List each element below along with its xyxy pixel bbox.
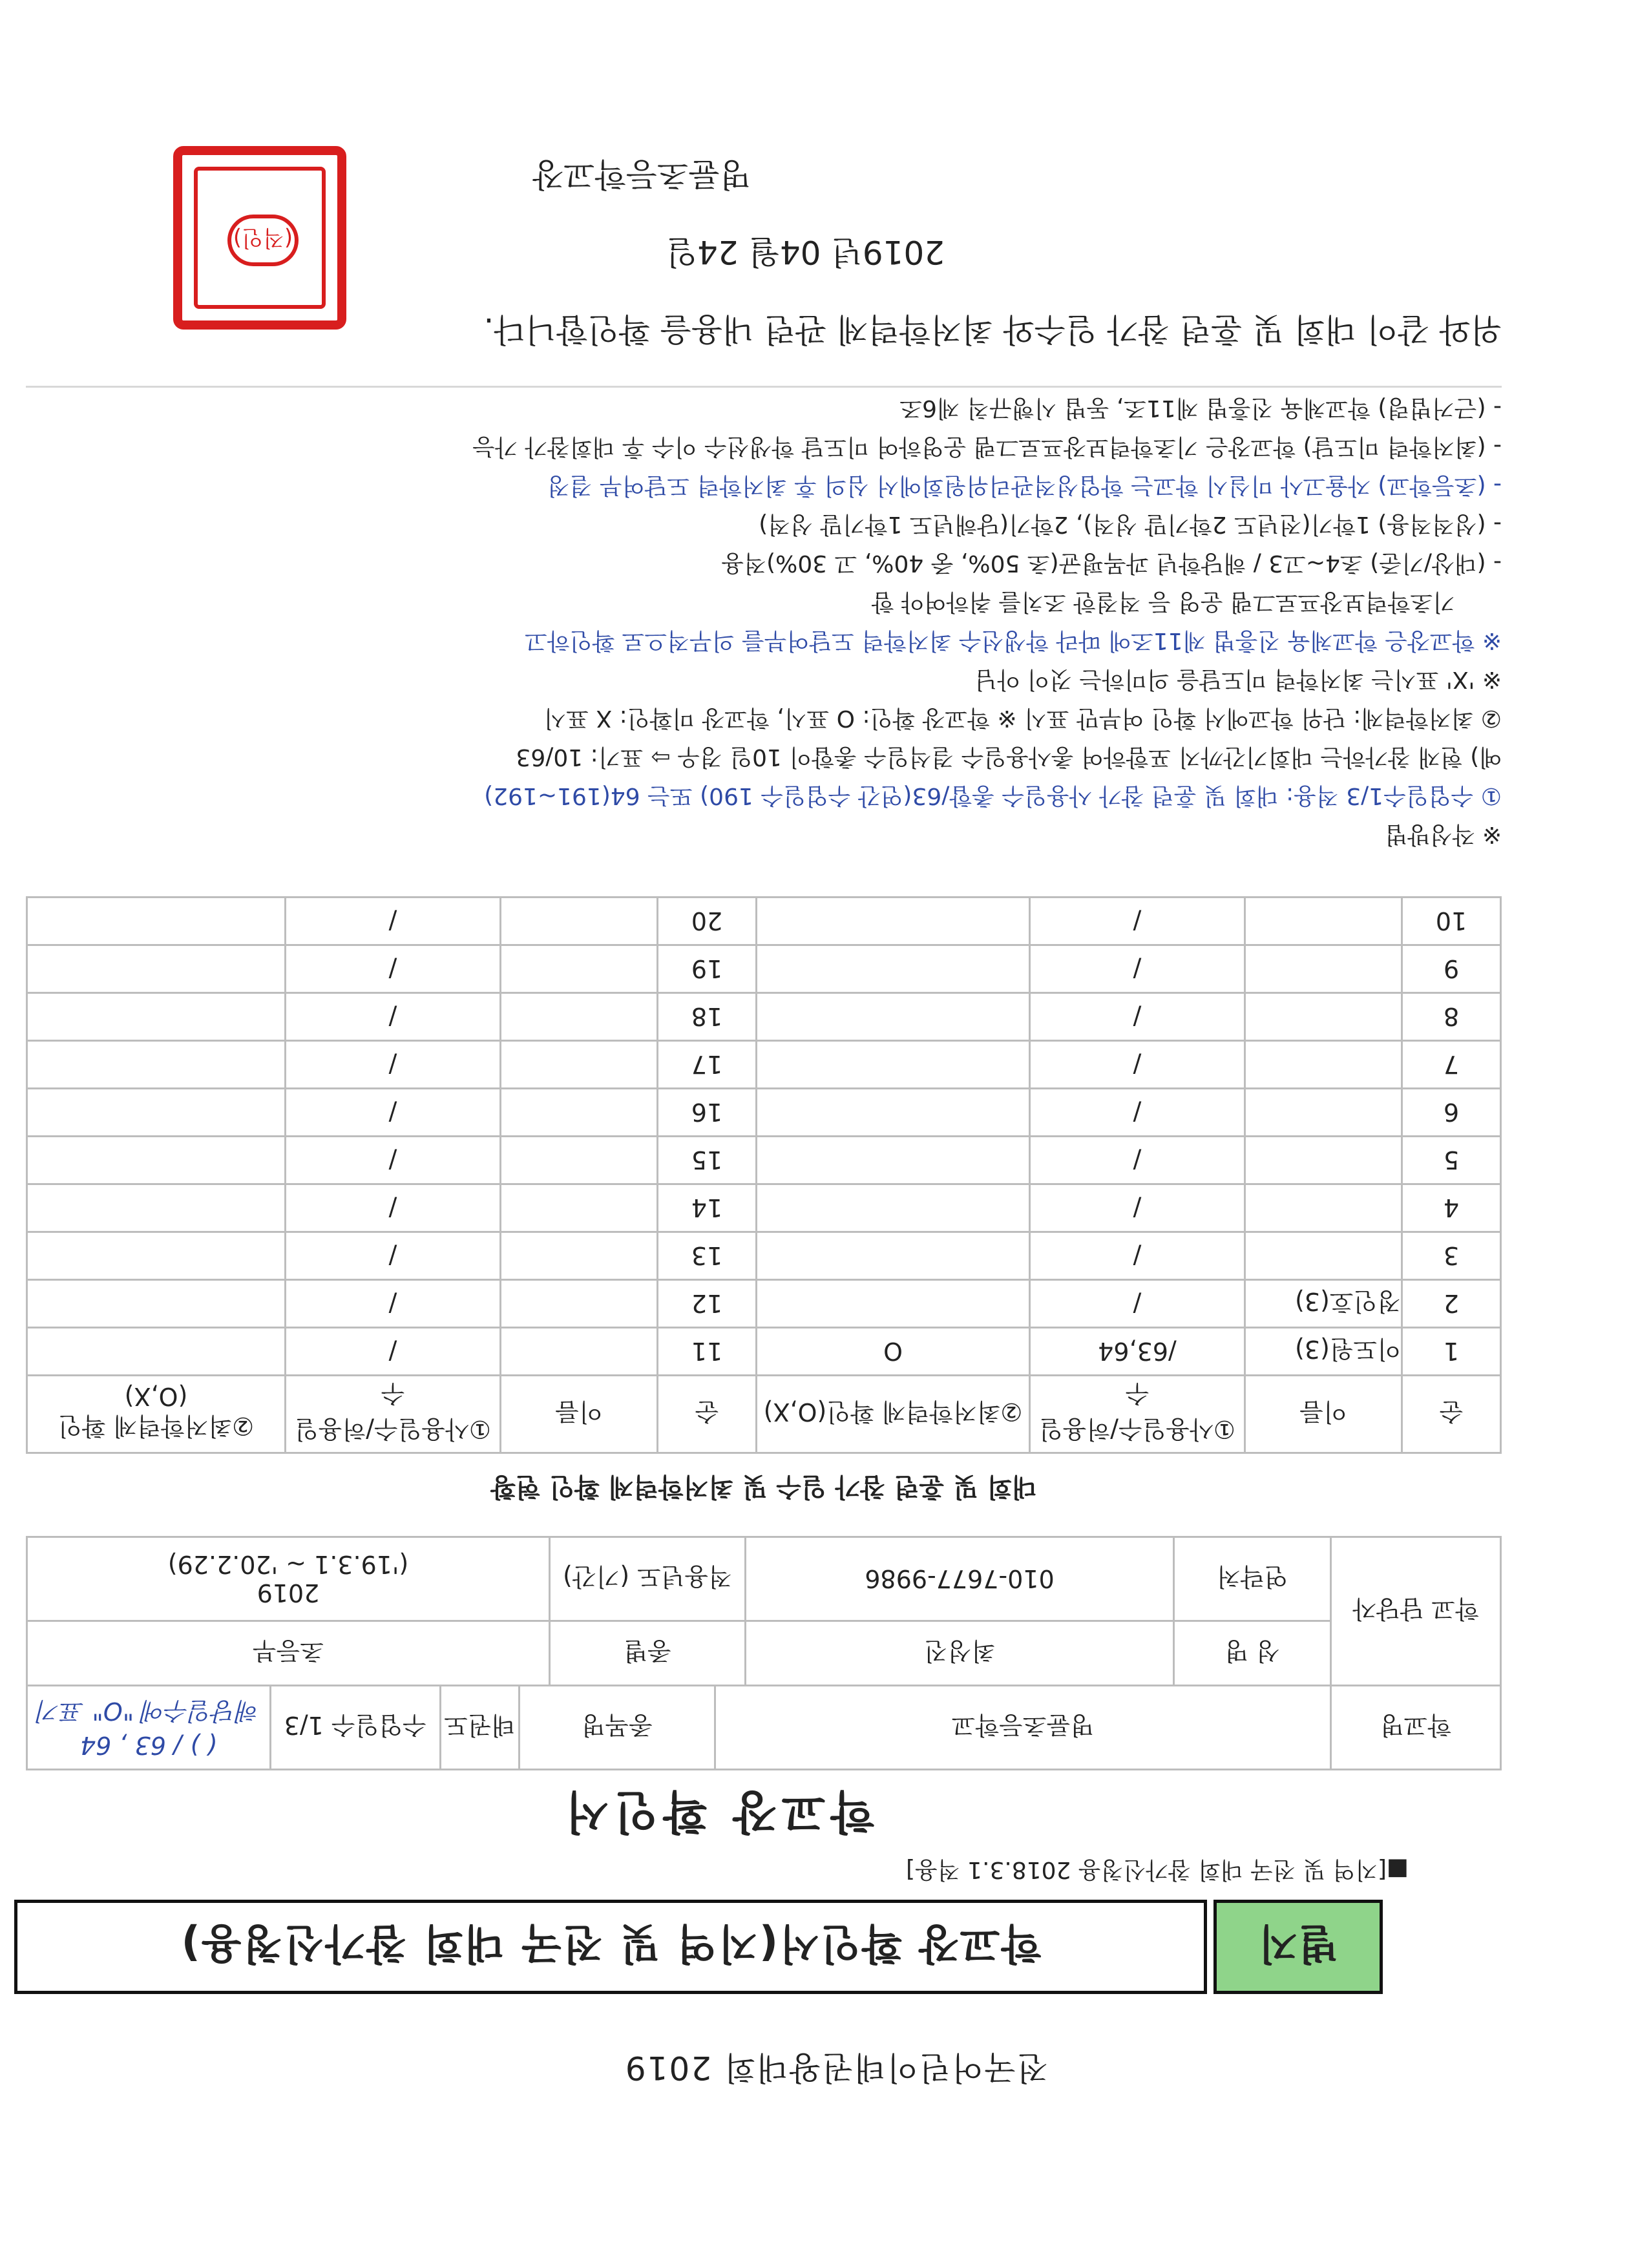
cell-check (757, 898, 1030, 945)
cell-check (757, 1137, 1030, 1184)
cell-no: 5 (1402, 1137, 1501, 1184)
table-row (27, 1328, 1501, 1376)
doc-title: 학교장 확인서 (560, 1785, 875, 1839)
table-row (27, 1232, 1501, 1280)
table-row (27, 1089, 1501, 1137)
event-value: 태권도 (440, 1686, 519, 1770)
cell-no: 16 (658, 1089, 757, 1137)
year-value: 2019 (257, 1579, 320, 1608)
cell-check (27, 1137, 286, 1184)
table-row (27, 1041, 1501, 1089)
cell-check (27, 1232, 286, 1280)
cell-check (27, 993, 286, 1041)
cell-days: / (1030, 1089, 1245, 1137)
phone-label: 연락처 (1174, 1537, 1331, 1621)
cell-name: 정인호(3) (1245, 1280, 1402, 1328)
note-7: - (대상/기준) 초4~고3 / 해당학년 과목평균(초 50%, 중 40%, 고 30%)적용 (721, 550, 1502, 576)
table-row (27, 1280, 1501, 1328)
form-note: ■[지역 및 전국 대회 참가신청용 2018.3.1 적용] (906, 1856, 1409, 1883)
cell-days: / (286, 945, 501, 993)
name-value: 최성진 (746, 1621, 1174, 1686)
table-row (27, 1137, 1501, 1184)
note-9: - (초등학교) 자율고사 미실시 학교는 학업성적관리위원회에서 심의 후 최저학력 도달여부 결정 (547, 472, 1502, 499)
note-1: ① 수업일수1/3 적용: 대회 및 훈련 참가 사용일수 총합/63(연간 수업일수 190) 또는 64(191~192) (484, 782, 1502, 809)
cell-check (757, 1232, 1030, 1280)
cell-no: 18 (658, 993, 757, 1041)
cell-no: 17 (658, 1041, 757, 1089)
contact-label: 학교 담당자 (1331, 1537, 1501, 1686)
cell-name (501, 1041, 658, 1089)
cell-no: 10 (1402, 898, 1501, 945)
cell-no: 6 (1402, 1089, 1501, 1137)
cell-name (501, 945, 658, 993)
year-label: 적용년도 (기간) (550, 1537, 746, 1621)
cell-check (757, 993, 1030, 1041)
cell-days: / (1030, 1184, 1245, 1232)
cell-check (27, 1041, 286, 1089)
school-value: 명륜초등학교 (715, 1686, 1330, 1770)
cell-no: 3 (1402, 1232, 1501, 1280)
school-label: 학교명 (1331, 1686, 1501, 1770)
cell-no: 20 (658, 898, 757, 945)
cell-no: 4 (1402, 1184, 1501, 1232)
cell-days: /63,64 (1030, 1328, 1245, 1376)
cell-days: / (1030, 1137, 1245, 1184)
cell-days: / (1030, 993, 1245, 1041)
note-11: - (근거법령) 학교체육 진흥법 제11조, 동법 시행규칙 제6조 (899, 395, 1502, 421)
col-days-right: ①사용일수/허용일수 (286, 1376, 501, 1453)
cell-check: O (757, 1328, 1030, 1376)
days-note: 해당일수에 "O" 표기 (36, 1697, 260, 1725)
table-row (27, 1184, 1501, 1232)
note-5: ※ 학교장은 학교체육 진흥법 제11조에 따라 학생선수 최저학력 도달여부를 의무적으로 확인하고 (525, 627, 1502, 654)
cell-name (501, 993, 658, 1041)
cell-check (27, 1089, 286, 1137)
col-name-left: 이름 (1245, 1376, 1402, 1453)
note-4: ※ 'X' 표시는 최저학력 미도달을 의미하는 것이 아님 (974, 666, 1502, 693)
cell-name (1245, 945, 1402, 993)
cell-days: / (1030, 1280, 1245, 1328)
principal-name: 명륜초등학교장 (532, 156, 751, 193)
job-value: 초등부 (27, 1621, 550, 1686)
name-label: 성 명 (1174, 1621, 1331, 1686)
table-row (27, 945, 1501, 993)
cell-days: / (286, 1280, 501, 1328)
note-8: - (성적적용) 1학기(전년도 2학기말 성적), 2학기(당해년도 1학기말 성적) (759, 511, 1502, 538)
table-caption: 대회 및 훈련 참가 일수 및 최저학력제 확인 현황 (490, 1472, 1037, 1502)
cell-check (27, 945, 286, 993)
days-cell (27, 1686, 271, 1770)
cell-days: / (1030, 945, 1245, 993)
table-row (27, 898, 1501, 945)
cell-name (501, 1280, 658, 1328)
event-title: 전국어린이태권왕대회 2019 (624, 2049, 1048, 2086)
col-no-right: 순 (658, 1376, 757, 1453)
cell-name (1245, 993, 1402, 1041)
cell-days: / (286, 1184, 501, 1232)
year-cell (27, 1537, 550, 1621)
cell-no: 11 (658, 1328, 757, 1376)
cell-check (27, 1184, 286, 1232)
col-no-left: 순 (1402, 1376, 1501, 1453)
cell-no: 19 (658, 945, 757, 993)
cell-check (757, 1280, 1030, 1328)
contact-table (26, 1536, 1502, 1686)
cell-name (1245, 1041, 1402, 1089)
cell-no: 7 (1402, 1041, 1501, 1089)
cell-check (757, 1089, 1030, 1137)
cell-check (757, 945, 1030, 993)
cell-name (501, 1137, 658, 1184)
cell-name (501, 1232, 658, 1280)
notes-heading: ※ 작성방법 (1385, 821, 1502, 848)
cell-no: 9 (1402, 945, 1501, 993)
job-label: 종별 (550, 1621, 746, 1686)
cell-no: 1 (1402, 1328, 1501, 1376)
cell-name (501, 1089, 658, 1137)
note-2: 예) 현재 참가하는 대회기간까지 포함하여 총사용일수 결석일수 총합이 10일 경우 ⇨ 표기: 10/63 (516, 744, 1502, 770)
cell-no: 8 (1402, 993, 1501, 1041)
issue-date: 2019년 04월 24일 (666, 233, 945, 271)
cell-check (27, 898, 286, 945)
official-seal (173, 146, 346, 330)
col-name-right: 이름 (501, 1376, 658, 1453)
phone-value: 010-7677-9986 (746, 1537, 1174, 1621)
cell-name (501, 898, 658, 945)
cell-no: 2 (1402, 1280, 1501, 1328)
cell-check (27, 1280, 286, 1328)
cell-no: 13 (658, 1232, 757, 1280)
form-tag-badge: 별지 (1213, 1900, 1383, 1994)
divider (26, 386, 1502, 388)
cell-name (501, 1184, 658, 1232)
cell-no: 15 (658, 1137, 757, 1184)
cell-name: 이도원(3) (1245, 1328, 1402, 1376)
cell-name (1245, 1184, 1402, 1232)
cell-no: 14 (658, 1184, 757, 1232)
school-info-table (26, 1685, 1502, 1770)
days-value: ( ) / 63 , 64 (80, 1731, 217, 1759)
cell-days: / (1030, 1041, 1245, 1089)
cell-name (1245, 1137, 1402, 1184)
cell-days: / (286, 1089, 501, 1137)
confirm-statement: 위와 같이 대회 및 훈련 참가 일수와 최저학력제 관련 내용을 확인합니다. (483, 311, 1502, 348)
participation-table (26, 896, 1502, 1454)
cell-check (757, 1041, 1030, 1089)
period-value: ('19.3.1 ~ '20.2.29) (167, 1550, 409, 1579)
cell-days: / (286, 898, 501, 945)
days-label (270, 1686, 440, 1770)
cell-days: / (286, 1041, 501, 1089)
cell-name (1245, 1089, 1402, 1137)
col-check-left: ②최저학력제 확인(O,X) (757, 1376, 1030, 1453)
cell-days: / (1030, 898, 1245, 945)
days-label-text: 수업일수 1/3 (284, 1711, 426, 1739)
cell-days: / (1030, 1232, 1245, 1280)
cell-check (757, 1184, 1030, 1232)
seal-mark: (직인) (227, 215, 299, 266)
cell-no: 12 (658, 1280, 757, 1328)
cell-days: / (286, 993, 501, 1041)
table-row (27, 993, 1501, 1041)
note-10: - (최저학력 미도달) 학교장은 기초학력보장프로그램 운영하여 미도달 학생선수 이수 후 대회참가 가능 (472, 434, 1502, 460)
form-title: 학교장 확인서(지역 및 전국 대회 참가신청용) (14, 1900, 1207, 1994)
cell-check (27, 1328, 286, 1376)
note-6: 기초학력보장프로그램 운영 등 적절한 조치를 취하여야 함 (871, 589, 1455, 615)
cell-name (1245, 1232, 1402, 1280)
col-days-left: ①사용일수/허용일수 (1030, 1376, 1245, 1453)
note-3: ② 최저학력제: 단위 학교에서 확인 여부만 표시 ※ 학교장 확인: O 표시, 학교장 미확인: X 표시 (543, 705, 1502, 731)
event-label: 종목명 (519, 1686, 715, 1770)
cell-days: / (286, 1328, 501, 1376)
cell-days: / (286, 1232, 501, 1280)
cell-days: / (286, 1137, 501, 1184)
cell-name (501, 1328, 658, 1376)
col-check-right: ②최저학력제 확인(O,X) (27, 1376, 286, 1453)
cell-name (1245, 898, 1402, 945)
